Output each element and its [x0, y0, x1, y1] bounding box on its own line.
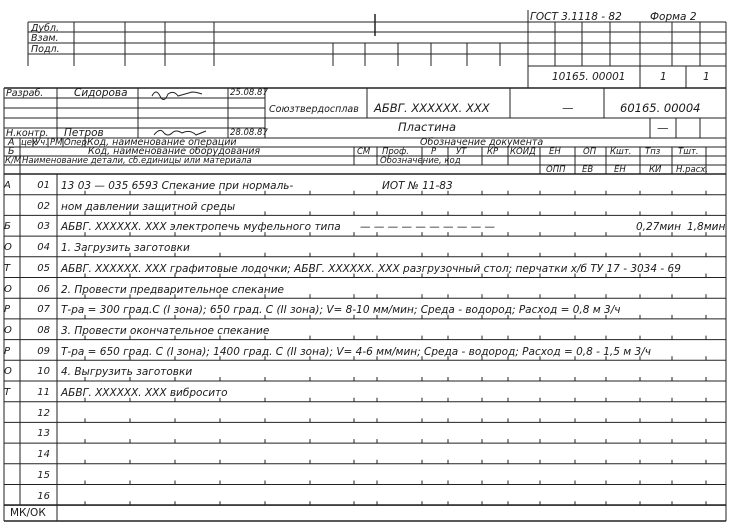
hdr-material-name: Наименование детали, сб.единицы или материала	[22, 156, 252, 166]
row-number: 06	[37, 283, 50, 295]
row-number: 15	[37, 469, 50, 481]
hdr-kr: КР	[487, 147, 499, 157]
row-text: АБВГ. XXXXXX. XXX электропечь муфельного типа	[61, 221, 341, 234]
hdr-en2: ЕН	[614, 165, 626, 175]
row-code: Р	[4, 345, 11, 357]
row-text: АБВГ. XXXXXX. XXX вибросито	[61, 387, 228, 399]
form-label: Форма 2	[650, 11, 697, 23]
row-text: 3. Провести окончательное спекание	[61, 324, 270, 337]
row-text: 4. Выгрузить заготовки	[61, 366, 193, 379]
row-number: 03	[37, 221, 50, 233]
hdr-oper: Опер.	[64, 138, 90, 148]
row-doc-ref: ИОТ № 11-83	[382, 180, 453, 192]
row-text: ном давлении защитной среды	[61, 200, 236, 213]
row-tsht: 1,8мин	[687, 221, 726, 234]
row-number: 12	[37, 407, 50, 419]
hdr-km: К/М	[5, 156, 22, 166]
vzam-label: Взам.	[31, 33, 59, 44]
doc-code: 10165. 00001	[552, 71, 626, 83]
row-number: 04	[37, 242, 50, 254]
hdr-equipment: Код, наименование оборудования	[88, 146, 261, 157]
row-code: Т	[4, 262, 11, 274]
hdr-tpz: Тпз	[645, 147, 661, 157]
row-text: 1. Загрузить заготовки	[61, 242, 190, 255]
row-number: 08	[37, 324, 50, 336]
hdr-rm: РМ	[50, 138, 63, 148]
nkontr-label: Н.контр.	[6, 128, 49, 139]
row-code: О	[4, 283, 12, 295]
row-number: 05	[37, 262, 50, 274]
hdr-ki: КИ	[649, 165, 662, 175]
row-text: Т-ра = 650 град. С (I зона); 1400 град. С (II зона); V= 4-6 мм/мин; Среда - водород; Расход = 0,8 - 1,5 м 3/ч	[61, 345, 651, 358]
hdr-r: Р	[431, 147, 437, 157]
row-number: 14	[37, 449, 50, 461]
designation-dash: —	[562, 101, 574, 115]
hdr-op: ОП	[583, 147, 597, 157]
row-code: Р	[4, 304, 11, 316]
hdr-b: Б	[8, 146, 15, 157]
part-dash: —	[657, 121, 669, 135]
organization: Союзтвердосплав	[269, 104, 359, 115]
row-code: О	[4, 242, 12, 254]
hdr-nrash: Н.расх.	[676, 165, 709, 175]
hdr-material-code: Обозначение, код	[380, 156, 461, 166]
nkontr-name: Петров	[64, 127, 104, 139]
row-number: 11	[37, 387, 50, 398]
row-code: О	[4, 324, 12, 336]
row-code: Б	[4, 221, 11, 233]
row-code: Т	[4, 387, 11, 398]
razrab-label: Разраб.	[6, 88, 44, 99]
row-number: 16	[37, 490, 50, 502]
nkontr-date: 28.08.87	[230, 128, 268, 138]
hdr-sm: СМ	[357, 147, 371, 157]
row-code: А	[4, 180, 11, 191]
row-tpz: 0,27мин	[636, 221, 681, 234]
hdr-koid: КОИД	[510, 147, 536, 157]
hdr-doc-designation: Обозначение документа	[420, 137, 544, 148]
row-text: 2. Провести предварительное спекание	[61, 283, 284, 296]
sheet-number: 1	[660, 71, 667, 83]
designation: АБВГ. XXXXXX. XXX	[374, 101, 490, 115]
hdr-oper-name: Код, наименование операции	[87, 137, 237, 148]
hdr-ev: ЕВ	[582, 165, 594, 175]
row-code: О	[4, 366, 12, 378]
razrab-name: Сидорова	[74, 87, 128, 99]
row-number: 02	[37, 200, 50, 212]
razrab-date: 25.08.87	[230, 88, 268, 98]
hdr-prof: Проф.	[382, 147, 409, 157]
hdr-uch: Уч.	[35, 138, 48, 148]
razrab-signature	[150, 88, 216, 100]
hdr-opp: ОПП	[546, 165, 566, 175]
hdr-en: ЕН	[549, 147, 561, 157]
row-number: 01	[37, 180, 50, 191]
hdr-kst: Кшт.	[610, 147, 632, 157]
form-type-label: МК/ОК	[10, 507, 46, 519]
hdr-ut: УТ	[456, 147, 467, 157]
gost-label: ГОСТ 3.1118 - 82	[530, 11, 622, 23]
row-number: 09	[37, 345, 50, 357]
podl-label: Подл.	[31, 44, 60, 55]
doc-number: 60165. 00004	[620, 101, 701, 115]
row-dashes: — — — — — — — — — —	[360, 221, 496, 234]
row-number: 10	[37, 366, 50, 378]
sheets-total: 1	[703, 71, 710, 83]
hdr-cex: цех	[21, 138, 38, 148]
dubl-label: Дубл.	[31, 23, 59, 34]
row-text: 13 03 — 035 6593 Спекание при нормаль-	[61, 180, 294, 192]
hdr-a: А	[8, 137, 15, 148]
row-number: 07	[37, 304, 50, 316]
part-name: Пластина	[398, 120, 457, 134]
row-text: Т-ра = 300 град.С (I зона); 650 град. С (II зона); V= 8-10 мм/мин; Среда - водород; Расход = 0,8 м 3/ч	[61, 304, 621, 317]
row-number: 13	[37, 428, 50, 440]
row-text: АБВГ. XXXXXX. XXX графитовые лодочки; АБВГ. XXXXXX. XXX разгрузочный стол; перчатки х/б ТУ 17 - 3034 - 69	[61, 262, 681, 275]
hdr-tsht: Тшт.	[678, 147, 699, 157]
